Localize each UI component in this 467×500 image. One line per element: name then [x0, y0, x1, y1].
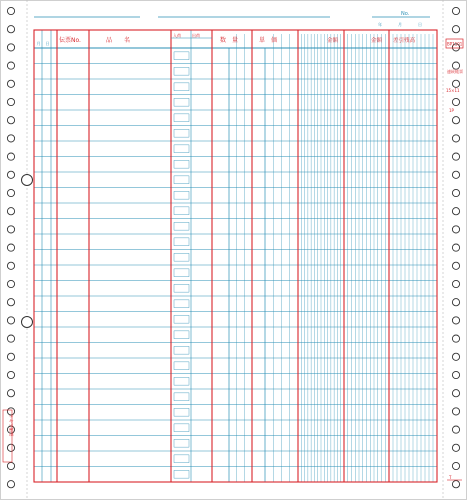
pin-hole [452, 299, 459, 306]
pin-hole [452, 26, 459, 33]
column-header-day: 日 [45, 41, 50, 46]
column-header-entry-out: 出荷 [192, 33, 200, 38]
pin-hole [452, 335, 459, 342]
column-header-entry-in: 入荷 [173, 33, 181, 38]
pin-hole [7, 262, 14, 269]
pin-hole [452, 262, 459, 269]
form-note-size: 15×11 [446, 88, 460, 93]
form-code-box: BP1101 [447, 41, 463, 47]
column-header-amount-2: 金額 [371, 38, 383, 44]
column-header-balance: 差引残高 [393, 38, 416, 44]
pin-hole [452, 371, 459, 378]
pin-hole [7, 171, 14, 178]
date-day-label: 日 [418, 22, 422, 27]
pin-hole [452, 189, 459, 196]
column-header-unit-price: 単 価 [259, 37, 278, 44]
pin-hole [452, 408, 459, 415]
pin-hole [7, 26, 14, 33]
pin-hole [452, 208, 459, 215]
pin-hole [452, 80, 459, 87]
pin-hole [452, 426, 459, 433]
vendor-stamp-label: トキワ帳票 [7, 414, 13, 437]
pin-hole [452, 117, 459, 124]
form-note-pages: 1P [449, 108, 454, 113]
pin-hole [7, 80, 14, 87]
pin-hole [452, 390, 459, 397]
column-header-quantity: 数 量 [220, 37, 239, 44]
pin-hole [7, 208, 14, 215]
pin-hole [7, 135, 14, 142]
pin-hole [7, 117, 14, 124]
form-note-bottom: T [449, 475, 452, 480]
pin-hole [452, 244, 459, 251]
pin-hole [7, 98, 14, 105]
column-header-slip-no: 伝票No. [59, 37, 81, 44]
pin-hole [7, 390, 14, 397]
pin-hole [452, 317, 459, 324]
pin-hole [452, 462, 459, 469]
pin-hole [452, 226, 459, 233]
pin-hole [452, 98, 459, 105]
date-year-label: 年 [378, 22, 382, 27]
pin-hole [7, 280, 14, 287]
pin-hole [7, 317, 14, 324]
date-month-label: 月 [398, 22, 402, 27]
form-note-type: 連続帳票 [447, 69, 463, 74]
pin-hole [7, 244, 14, 251]
pin-hole [452, 135, 459, 142]
pin-hole [452, 153, 459, 160]
page-number-label: No. [401, 11, 410, 17]
pin-hole [452, 280, 459, 287]
pin-hole [7, 44, 14, 51]
pin-hole [7, 371, 14, 378]
sheet-frame [1, 0, 467, 500]
pin-hole [7, 444, 14, 451]
pin-hole [7, 7, 14, 14]
column-header-amount-1: 金額 [327, 38, 339, 44]
pin-hole [452, 481, 459, 488]
pin-hole [7, 153, 14, 160]
pin-hole [452, 444, 459, 451]
pin-hole [452, 7, 459, 14]
pin-hole [7, 335, 14, 342]
pin-hole [7, 481, 14, 488]
pin-hole [7, 462, 14, 469]
pin-hole [7, 189, 14, 196]
column-header-item-name: 品 名 [106, 37, 131, 44]
pin-hole [7, 353, 14, 360]
column-header-month: 月 [36, 41, 41, 46]
pin-hole [7, 299, 14, 306]
pin-hole [452, 353, 459, 360]
pin-hole [7, 62, 14, 69]
pin-hole [452, 171, 459, 178]
pin-hole [7, 226, 14, 233]
